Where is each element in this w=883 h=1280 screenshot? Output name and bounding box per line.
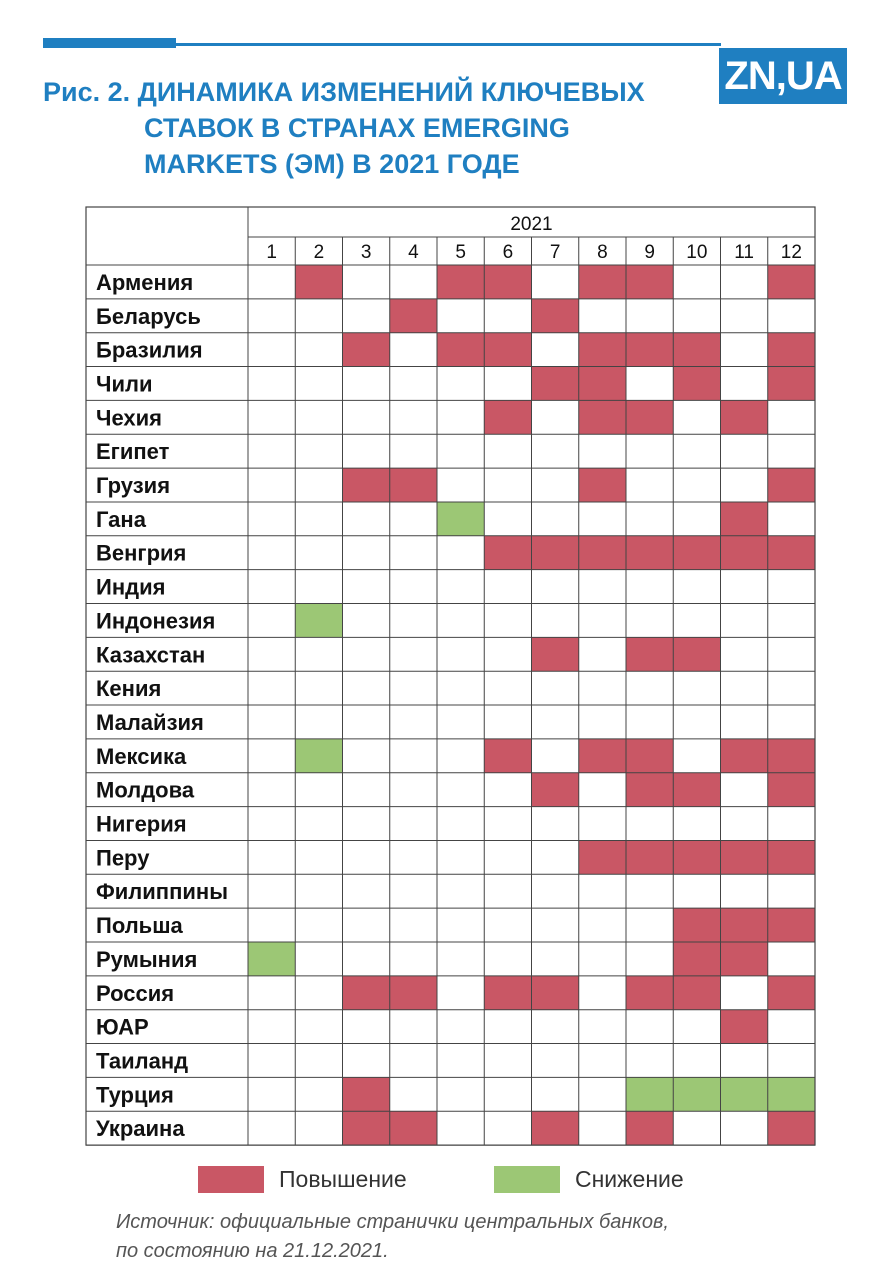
country-label: Кения (96, 676, 162, 702)
cell-increase (626, 1111, 673, 1145)
cell-increase (673, 976, 720, 1010)
country-label: Мексика (96, 743, 187, 769)
month-label: 8 (597, 242, 608, 263)
cell-increase (532, 367, 579, 401)
cell-increase (626, 976, 673, 1010)
title-line-1: Рис. 2. ДИНАМИКА ИЗМЕНЕНИЙ КЛЮЧЕВЫХ (43, 77, 645, 107)
cell-increase (673, 367, 720, 401)
country-label: Россия (96, 980, 175, 1006)
cell-increase (768, 908, 815, 942)
month-label: 7 (549, 242, 561, 263)
cell-increase (295, 265, 342, 299)
cell-increase (673, 333, 720, 367)
country-label: Чехия (96, 405, 162, 431)
cell-increase (626, 400, 673, 434)
cell-increase (390, 1111, 437, 1145)
legend-increase (198, 1166, 407, 1193)
cell-increase (721, 908, 768, 942)
cell-increase (532, 1111, 579, 1145)
cell-increase (768, 739, 815, 773)
year-label: 2021 (510, 214, 553, 235)
country-label: Венгрия (96, 540, 187, 566)
cell-increase (721, 536, 768, 570)
country-label: Индонезия (96, 608, 216, 634)
cell-increase (484, 400, 531, 434)
country-label: Польша (96, 913, 183, 939)
cell-increase (484, 265, 531, 299)
country-label: Чили (96, 371, 153, 397)
country-label: Бразилия (96, 337, 203, 363)
country-label: Турция (96, 1082, 174, 1108)
country-label: Нигерия (96, 811, 187, 837)
month-label: 11 (734, 242, 754, 263)
cell-increase (343, 333, 390, 367)
cell-increase (484, 536, 531, 570)
cell-decrease (768, 1077, 815, 1111)
cell-increase (626, 773, 673, 807)
cell-increase (626, 333, 673, 367)
country-label: Грузия (96, 473, 171, 499)
cell-increase (768, 1111, 815, 1145)
cell-increase (484, 333, 531, 367)
cell-increase (673, 942, 720, 976)
zn-ua-logo: ZN,UA (719, 48, 847, 104)
cell-increase (673, 908, 720, 942)
cell-increase (579, 367, 626, 401)
cell-increase (626, 637, 673, 671)
cell-increase (673, 637, 720, 671)
cell-increase (626, 265, 673, 299)
cell-increase (721, 840, 768, 874)
cell-decrease (626, 1077, 673, 1111)
cell-increase (532, 536, 579, 570)
cell-increase (343, 976, 390, 1010)
cell-increase (579, 333, 626, 367)
cell-increase (532, 976, 579, 1010)
month-label: 10 (686, 242, 708, 263)
cell-decrease (295, 604, 342, 638)
country-label: Украина (96, 1116, 185, 1142)
cell-increase (768, 265, 815, 299)
cell-increase (390, 299, 437, 333)
cell-increase (579, 536, 626, 570)
cell-decrease (437, 502, 484, 536)
legend-increase-swatch (198, 1166, 264, 1193)
cell-increase (579, 739, 626, 773)
cell-increase (437, 265, 484, 299)
cell-increase (768, 468, 815, 502)
source-note (116, 1208, 669, 1266)
cell-increase (673, 536, 720, 570)
title-line-3: MARKETS (ЭМ) В 2021 ГОДЕ (144, 149, 520, 179)
country-label: Гана (96, 506, 146, 532)
country-label: Таиланд (96, 1048, 189, 1074)
cell-increase (532, 637, 579, 671)
cell-increase (721, 739, 768, 773)
cell-increase (721, 502, 768, 536)
source-line-1: Источник: официальные странички центральных банков, (116, 1211, 669, 1233)
cell-increase (721, 400, 768, 434)
legend-decrease-label: Снижение (575, 1166, 684, 1192)
month-label: 6 (502, 242, 514, 263)
cell-increase (626, 840, 673, 874)
cell-increase (768, 536, 815, 570)
cell-increase (343, 1077, 390, 1111)
cell-increase (626, 739, 673, 773)
cell-increase (579, 468, 626, 502)
country-label: Филиппины (96, 879, 228, 905)
cell-decrease (673, 1077, 720, 1111)
month-label: 9 (644, 242, 655, 263)
country-label: Египет (96, 439, 170, 465)
cell-increase (579, 400, 626, 434)
cell-increase (768, 773, 815, 807)
cell-increase (768, 333, 815, 367)
source-line-2: по состоянию на 21.12.2021. (116, 1240, 389, 1262)
cell-increase (626, 536, 673, 570)
month-label: 5 (455, 242, 466, 263)
legend-decrease-swatch (494, 1166, 560, 1193)
cell-decrease (721, 1077, 768, 1111)
month-label: 2 (313, 242, 325, 263)
country-label: Индия (96, 574, 166, 600)
cell-increase (484, 739, 531, 773)
cell-increase (673, 773, 720, 807)
country-label: ЮАР (96, 1014, 149, 1040)
cell-increase (721, 1010, 768, 1044)
country-label: Молдова (96, 777, 195, 803)
cell-increase (579, 265, 626, 299)
cell-increase (343, 468, 390, 502)
cell-increase (768, 367, 815, 401)
cell-increase (673, 840, 720, 874)
country-label: Беларусь (96, 303, 201, 329)
country-label: Малайзия (96, 709, 204, 735)
cell-increase (721, 942, 768, 976)
country-label: Румыния (96, 946, 198, 972)
cell-increase (532, 773, 579, 807)
title-line-2: СТАВОК В СТРАНАХ EMERGING (144, 113, 570, 143)
cell-increase (390, 468, 437, 502)
cell-increase (484, 976, 531, 1010)
country-label: Армения (96, 269, 194, 295)
legend-decrease (494, 1166, 684, 1193)
cell-increase (437, 333, 484, 367)
cell-increase (768, 976, 815, 1010)
cell-decrease (248, 942, 295, 976)
legend-increase-label: Повышение (279, 1166, 407, 1192)
month-label: 4 (408, 242, 419, 263)
cell-increase (532, 299, 579, 333)
cell-increase (768, 840, 815, 874)
cell-increase (343, 1111, 390, 1145)
month-label: 12 (780, 242, 802, 263)
cell-increase (579, 840, 626, 874)
cell-increase (390, 976, 437, 1010)
month-label: 1 (266, 242, 277, 263)
country-label: Казахстан (96, 642, 206, 668)
cell-decrease (295, 739, 342, 773)
country-label: Перу (96, 845, 150, 871)
month-label: 3 (360, 242, 372, 263)
